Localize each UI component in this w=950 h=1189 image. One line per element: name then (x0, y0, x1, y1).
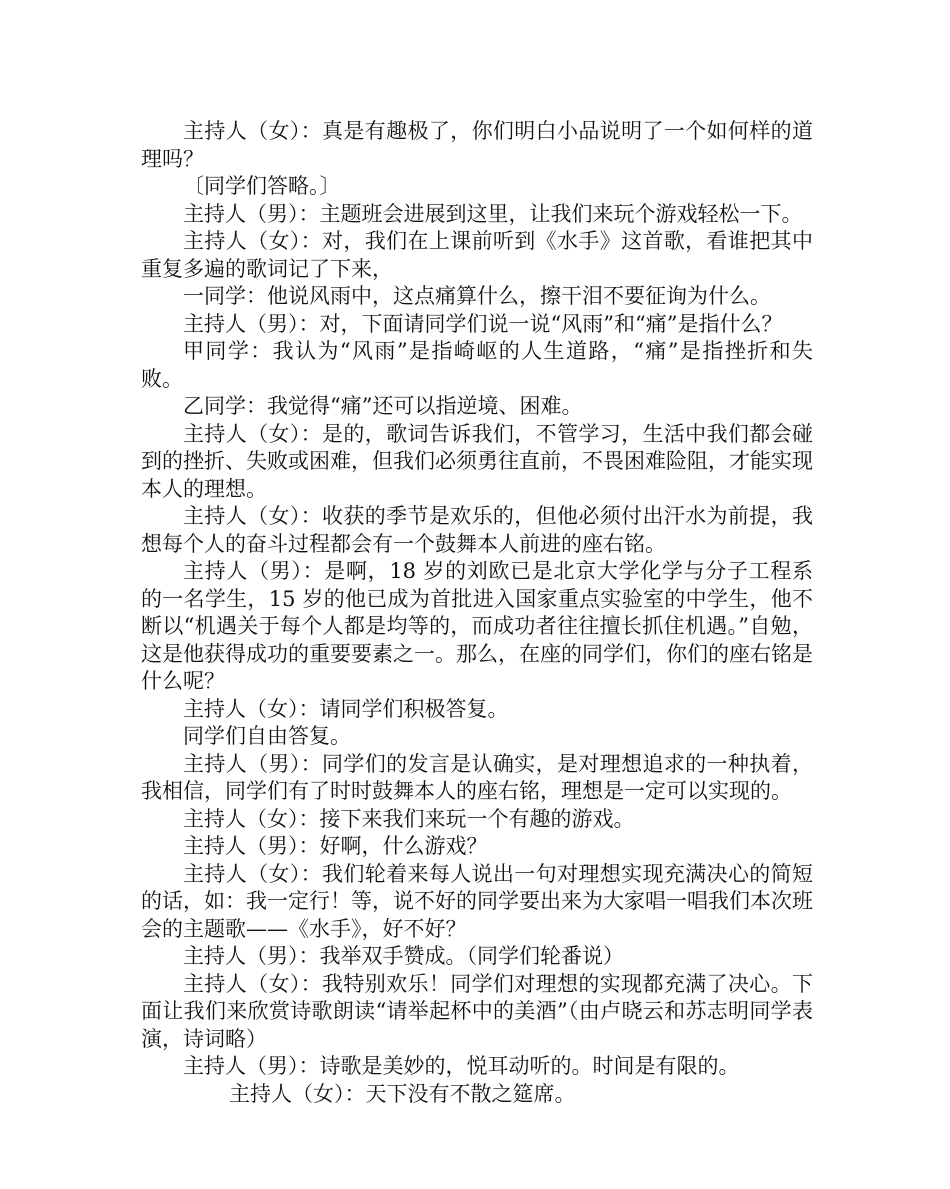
paragraph-host-female-8: 主持人（女）：我特别欢乐！同学们对理想的实现都充满了决心。下面让我们来欣赏诗歌朗读“请举起杯中的美酒”（由卢晓云和苏志明同学表演，诗词略） (141, 971, 813, 1051)
paragraph-student-a: 甲同学：我认为“风雨”是指崎岖的人生道路，“痛”是指挫折和失败。 (141, 339, 813, 391)
paragraph-host-male-1: 主持人（男）：主题班会进展到这里，让我们来玩个游戏轻松一下。 (183, 201, 803, 226)
paragraph-host-female-3: 主持人（女）：是的，歌词告诉我们，不管学习，生活中我们都会碰到的挫折、失败或困难，但我们必须勇往直前，不畏困难险阻，才能实现本人的理想。 (141, 421, 813, 501)
paragraph-host-male-2: 主持人（男）：对，下面请同学们说一说“风雨”和“痛”是指什么？ (183, 311, 783, 336)
paragraph-students-answer: 〔同学们答略。〕 (183, 174, 341, 198)
paragraph-host-male-5: 主持人（男）：好啊，什么游戏？ (183, 834, 488, 858)
paragraph-host-female-4: 主持人（女）：收获的季节是欢乐的，但他必须付出汗水为前提，我想每个人的奋斗过程都会有一个鼓舞本人前进的座右铭。 (141, 504, 813, 556)
paragraph-host-female-6: 主持人（女）：接下来我们来玩一个有趣的游戏。 (183, 806, 635, 831)
paragraph-host-male-6: 主持人（男）：我举双手赞成。（同学们轮番说） (183, 944, 624, 968)
paragraph-host-female-7: 主持人（女）：我们轮着来每人说出一句对理想实现充满决心的简短的话，如：我一定行！等，说不好的同学要出来为大家唱一唱我们本次班会的主题歌——《水手》，好不好？ (141, 861, 813, 941)
paragraph-host-male-3: 主持人（男）：是啊，18 岁的刘欧已是北京大学化学与分子工程系的一名学生，15 岁的他已成为首批进入国家重点实验室的中学生，他不断以“机遇关于每个人都是均等的，而成功者往往擅长抓住机遇。”自勉，这是他获得成功的重要要素之一。那么，在座的同学们，你们的座右铭是什么呢？ (141, 559, 813, 693)
paragraph-student-b: 乙同学：我觉得“痛”还可以指逆境、困难。 (183, 394, 583, 418)
paragraph-host-female-5: 主持人（女）：请同学们积极答复。 (183, 696, 509, 721)
paragraph-students-free-answer: 同学们自由答复。 (183, 724, 351, 748)
document-page (141, 118, 813, 1108)
paragraph-student-lyrics: 一同学：他说风雨中，这点痛算什么，擦干泪不要征询为什么。 (183, 284, 771, 308)
paragraph-host-female-2: 主持人（女）：对，我们在上课前听到《水手》这首歌，看谁把其中重复多遍的歌词记了下来， (141, 229, 813, 281)
paragraph-host-female-9: 主持人（女）：天下没有不散之筵席。 (229, 1081, 576, 1106)
paragraph-host-female-1: 主持人（女）：真是有趣极了，你们明白小品说明了一个如何样的道理吗？ (141, 119, 813, 171)
paragraph-host-male-4: 主持人（男）：同学们的发言是认确实，是对理想追求的一种执着，我相信，同学们有了时时鼓舞本人的座右铭，理想是一定可以实现的。 (141, 751, 813, 803)
paragraph-host-male-7: 主持人（男）：诗歌是美妙的，悦耳动听的。时间是有限的。 (183, 1054, 740, 1078)
